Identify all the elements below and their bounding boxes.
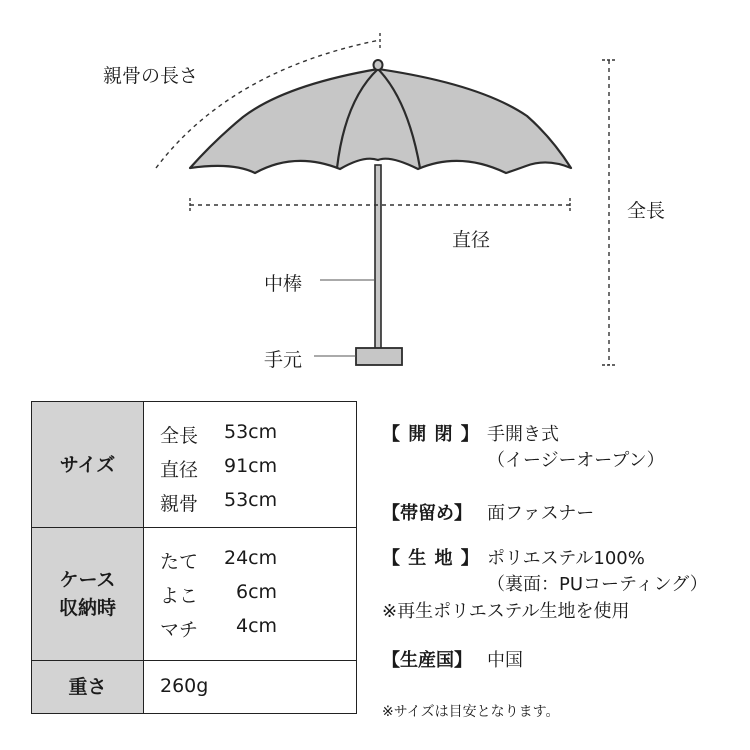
weight-value: 260g xyxy=(160,675,209,697)
rib-length-label: 親骨の長さ xyxy=(103,65,199,87)
umbrella-handle xyxy=(356,348,402,365)
info-value: ポリエステル100% xyxy=(487,548,645,569)
umbrella-canopy xyxy=(190,69,571,173)
size-footnote: ※サイズは目安となります。 xyxy=(382,704,560,720)
spec-name: 全長 xyxy=(160,425,199,447)
weight-row xyxy=(32,660,356,713)
spec-value: 53cm xyxy=(224,421,278,443)
size-row xyxy=(32,402,356,527)
spec-name: よこ xyxy=(160,585,199,607)
spec-value: 24cm xyxy=(224,547,278,569)
umbrella-shaft xyxy=(375,165,381,350)
spec-value: 53cm xyxy=(224,489,278,511)
weight-header: 重さ xyxy=(32,661,144,713)
info-value: 手開き式 xyxy=(487,424,559,445)
info-value: 面ファスナー xyxy=(487,503,595,524)
info-key: 【生産国】 xyxy=(382,650,472,671)
info-value: （イージーオープン） xyxy=(487,450,665,471)
handle-label: 手元 xyxy=(264,349,303,371)
diameter-label: 直径 xyxy=(452,229,491,251)
info-key: 【帯留め】 xyxy=(382,503,472,524)
spec-name: 直径 xyxy=(160,459,199,481)
spec-name: たて xyxy=(160,551,199,573)
size-header: サイズ xyxy=(32,402,144,527)
case-row xyxy=(32,527,356,660)
case-header-line: 収納時 xyxy=(58,597,116,619)
spec-table xyxy=(31,401,357,714)
case-header-line: ケース xyxy=(59,569,116,591)
case-header xyxy=(32,528,144,660)
total-length-label: 全長 xyxy=(627,200,666,222)
spec-value: 91cm xyxy=(224,455,278,477)
info-note: ※再生ポリエステル生地を使用 xyxy=(382,601,630,622)
info-value: 中国 xyxy=(487,650,523,671)
spec-name: マチ xyxy=(160,619,199,641)
shaft-label: 中棒 xyxy=(264,273,303,295)
spec-value: 6cm xyxy=(236,581,278,603)
spec-name: 親骨 xyxy=(160,493,199,515)
umbrella-tip xyxy=(374,60,383,70)
spec-value: 4cm xyxy=(236,615,278,637)
info-key: 【 生 地 】 xyxy=(382,548,480,569)
info-value: （裏面：PUコーティング） xyxy=(487,574,708,595)
info-key: 【 開 閉 】 xyxy=(382,424,480,445)
